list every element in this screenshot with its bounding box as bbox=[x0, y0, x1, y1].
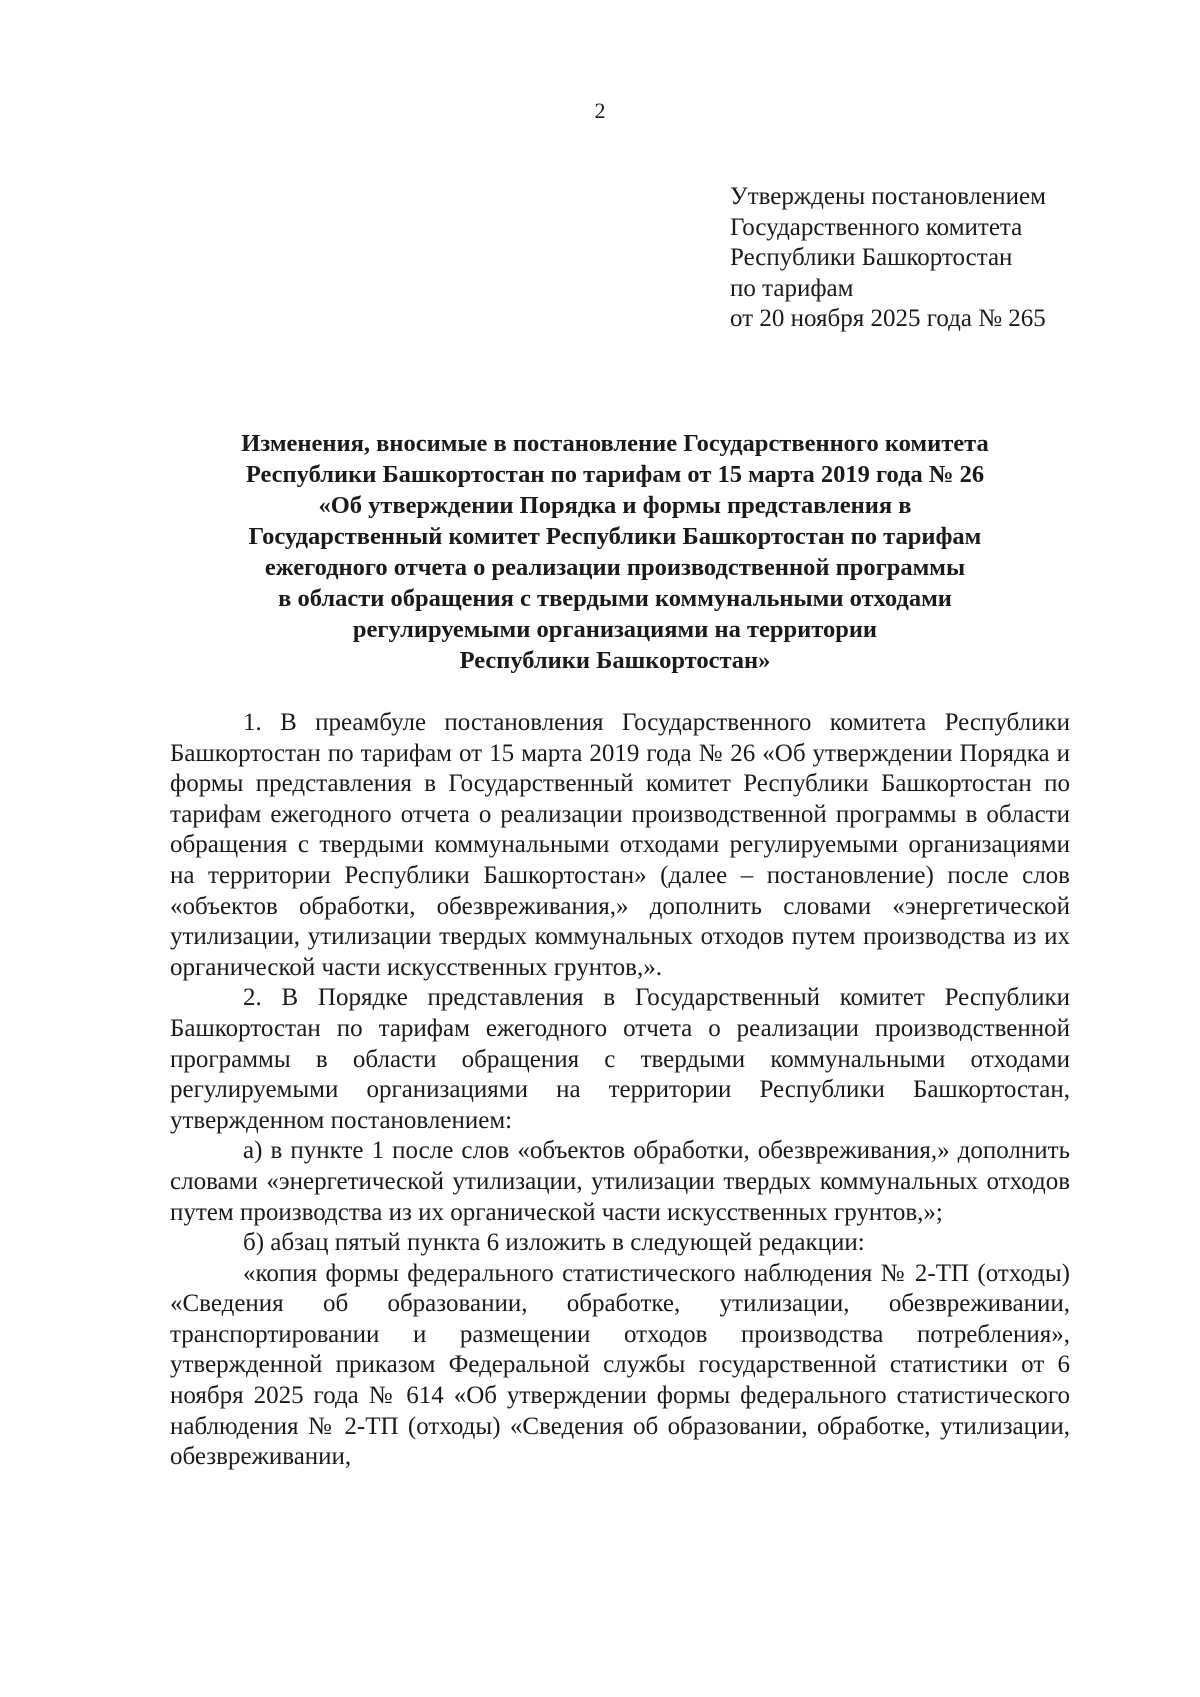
approval-line: Утверждены постановлением bbox=[730, 183, 1046, 210]
heading-line: в области обращения с твердыми коммунальными отходами bbox=[278, 585, 952, 612]
page-number: 2 bbox=[594, 98, 606, 123]
heading-line: Республики Башкортостан по тарифам от 15 марта 2019 года № 26 bbox=[245, 461, 985, 488]
approval-block bbox=[730, 182, 1170, 335]
paragraph-2a: а) в пункте 1 после слов «объектов обработки, обезвреживания,» дополнить словами «энергетической утилизации, утилизации твердых коммунальных отходов путем производства из их органической части искусственных грунтов,»; bbox=[170, 1137, 1070, 1226]
approval-line: Государственного комитета bbox=[730, 213, 1023, 241]
heading-line: Республики Башкортостан» bbox=[459, 647, 771, 674]
heading-line: ежегодного отчета о реализации производственной программы bbox=[264, 554, 966, 581]
document-heading bbox=[150, 428, 1080, 676]
document-body bbox=[170, 708, 1070, 1473]
approval-line: Республики Башкортостан bbox=[730, 244, 1013, 271]
heading-line: Изменения, вносимые в постановление Государственного комитета bbox=[241, 430, 989, 457]
approval-line: от 20 ноября 2025 года № 265 bbox=[730, 305, 1046, 332]
paragraph-2: 2. В Порядке представления в Государственный комитет Республики Башкортостан по тарифам ежегодного отчета о реализации производственной программы в области обращения с твердыми коммунальными отходами регулируемыми организациями на территории Республики Башкортостан, утвержденном постановлением: bbox=[170, 984, 1070, 1134]
heading-line: Государственный комитет Республики Башкортостан по тарифам bbox=[248, 523, 982, 550]
heading-line: «Об утверждении Порядка и формы представления в bbox=[318, 492, 912, 519]
paragraph-quote: «копия формы федерального статистического наблюдения № 2-ТП (отходы) «Сведения об образовании, обработке, утилизации, обезвреживании, транспортировании и размещении отходов производства потребления», утвержденной приказом Федеральной службы государственной статистики от 6 ноября 2025 года № 614 «Об утверждении формы федерального статистического наблюдения № 2-ТП (отходы) «Сведения об образовании, обработке, утилизации, обезвреживании, bbox=[170, 1259, 1070, 1471]
paragraph-1: 1. В преамбуле постановления Государственного комитета Республики Башкортостан по тарифам от 15 марта 2019 года № 26 «Об утверждении Порядка и формы представления в Государственный комитет Республики Башкортостан по тарифам ежегодного отчета о реализации производственной программы в области обращения с твердыми коммунальными отходами регулируемыми организациями на территории Республики Башкортостан» (далее – постановление) после слов «объектов обработки, обезвреживания,» дополнить словами «энергетической утилизации, утилизации твердых коммунальных отходов путем производства из их органической части искусственных грунтов,». bbox=[170, 709, 1070, 981]
heading-line: регулируемыми организациями на территории bbox=[352, 616, 878, 643]
paragraph-2b: б) абзац пятый пункта 6 изложить в следующей редакции: bbox=[243, 1229, 865, 1257]
approval-line: по тарифам bbox=[730, 274, 854, 302]
